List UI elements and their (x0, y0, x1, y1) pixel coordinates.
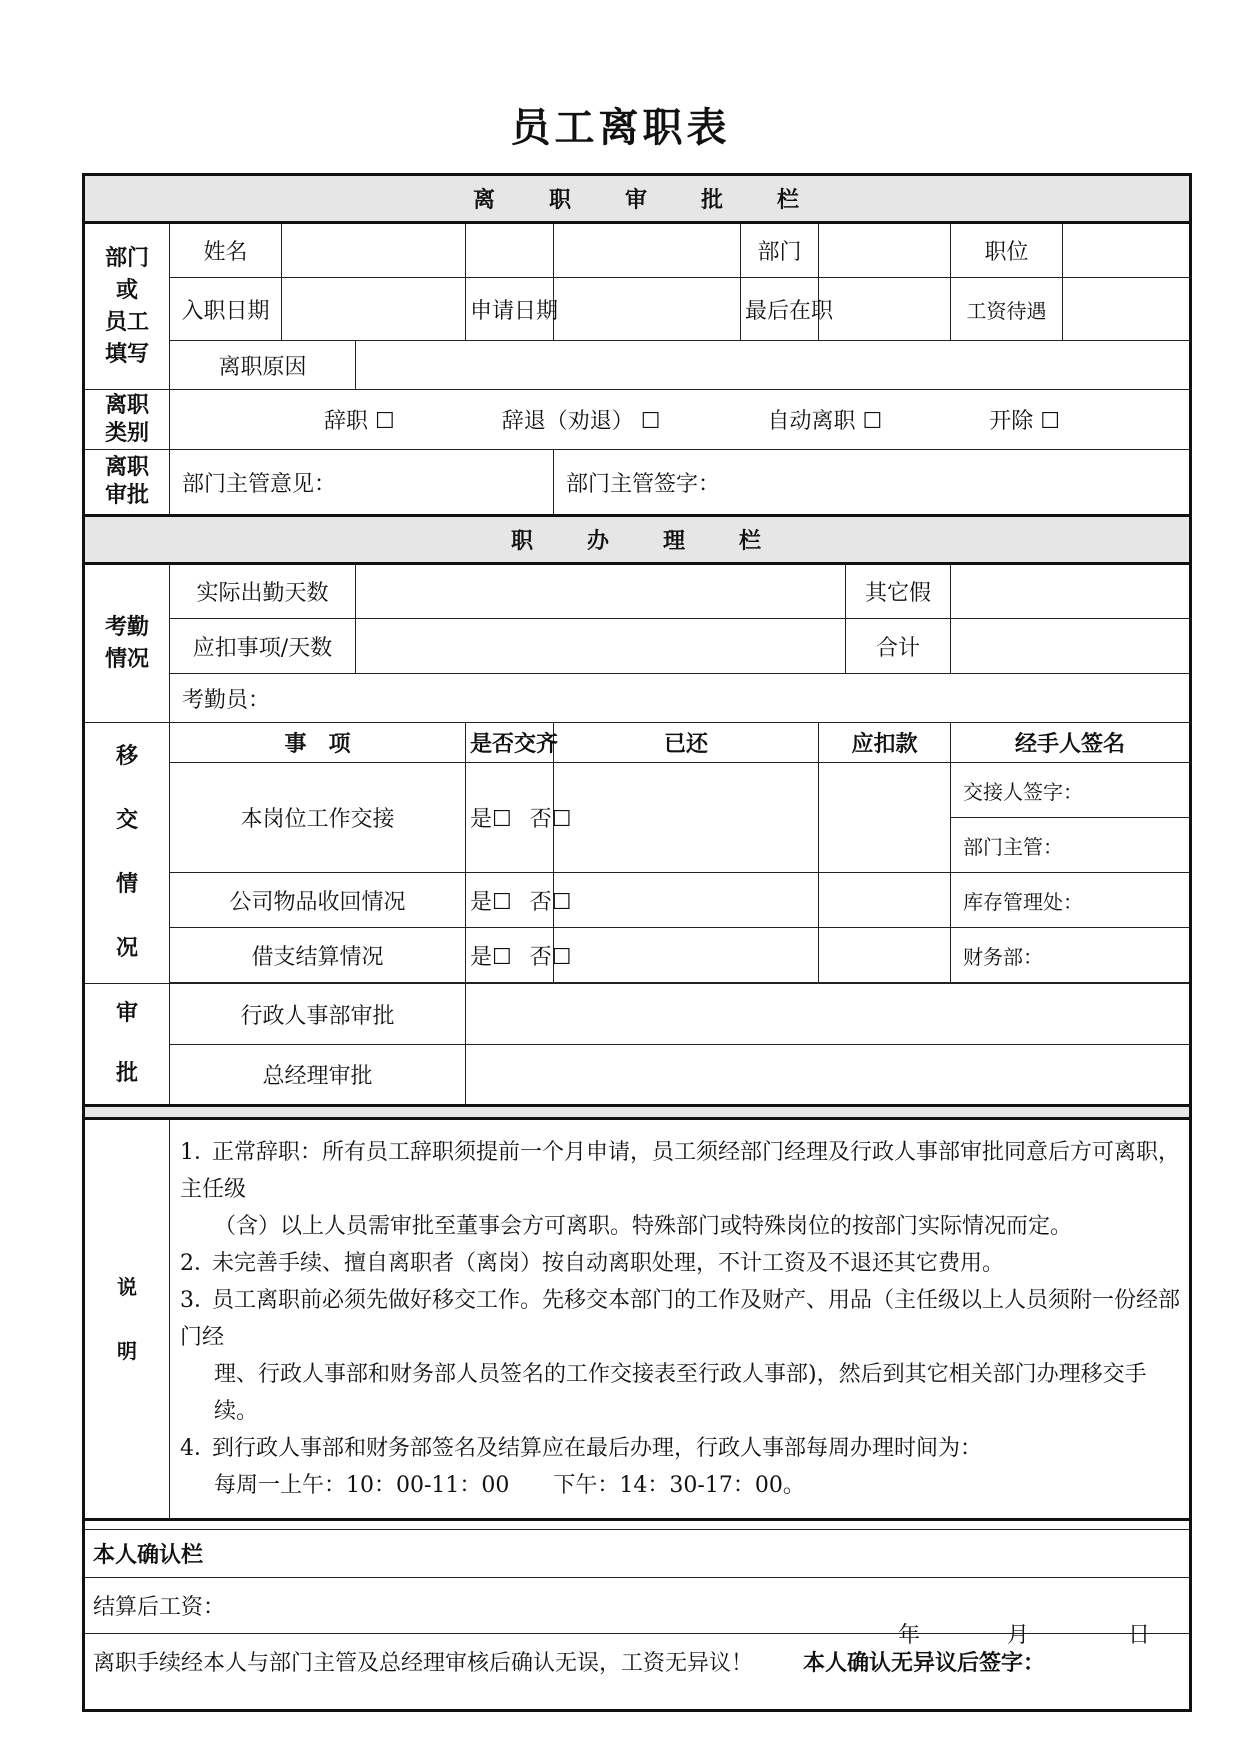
dept-field[interactable] (819, 223, 951, 278)
category-resign[interactable]: 辞职 ☐ (324, 409, 395, 434)
manager-signature-field[interactable]: 部门主管签字： (554, 450, 1191, 516)
item-job-handover: 本岗位工作交接 (170, 763, 466, 873)
last-day-label: 最后在职 (741, 278, 819, 341)
hr-review-label: 行政人事部审批 (170, 984, 466, 1045)
other-leave-label: 其它假 (846, 564, 951, 619)
approval-label: 离职 审批 (84, 450, 170, 516)
complete-checkboxes[interactable]: 是☐ 否☐ (466, 763, 554, 873)
confirm-heading: 本人确认栏 (84, 1530, 1191, 1578)
salary-label: 工资待遇 (951, 278, 1063, 341)
deduction-field[interactable] (819, 763, 951, 873)
note-item: 4．到行政人事部和财务部签名及结算应在最后办理，行政人事部每周办理时间为： 每周一上午：10：00-11：00 下午：14：30-17：00。 (180, 1436, 983, 1498)
date-month: 月 (1007, 1623, 1030, 1648)
header-returned: 已还 (554, 723, 819, 763)
deduction-field[interactable] (819, 873, 951, 928)
category-self-leave[interactable]: 自动离职 ☐ (767, 409, 883, 434)
deduct-label: 应扣事项/天数 (170, 619, 356, 674)
header-complete: 是否交齐 (466, 723, 554, 763)
name-label: 姓名 (170, 223, 282, 278)
name-field-3[interactable] (554, 223, 741, 278)
deduct-field[interactable] (356, 619, 846, 674)
notes-content (170, 1119, 1191, 1520)
total-label: 合计 (846, 619, 951, 674)
category-fired[interactable]: 开除 ☐ (989, 409, 1060, 434)
position-field[interactable] (1063, 223, 1191, 278)
category-dismiss[interactable]: 辞退（劝退） ☐ (501, 409, 661, 434)
notes-divider (84, 1520, 1191, 1530)
actual-days-label: 实际出勤天数 (170, 564, 356, 619)
header-signer: 经手人签名 (951, 723, 1191, 763)
gm-review-label: 总经理审批 (170, 1045, 466, 1106)
sign-prompt: 本人确认无异议后签字： (803, 1651, 1046, 1676)
handling-section-heading: 职 办 理 栏 (84, 516, 1191, 564)
checkbox-icon[interactable]: ☐ (640, 409, 661, 434)
notes-label: 说 明 (84, 1119, 170, 1520)
category-options (170, 390, 1191, 450)
hire-date-label: 入职日期 (170, 278, 282, 341)
checkbox-icon[interactable]: ☐ (1040, 409, 1060, 434)
other-leave-field[interactable] (951, 564, 1191, 619)
settled-salary-field[interactable]: 结算后工资： (84, 1578, 1191, 1634)
inventory-signer-field[interactable]: 库存管理处： (951, 873, 1191, 928)
handover-signer-field[interactable]: 交接人签字： (951, 763, 1191, 818)
resignation-form (82, 173, 1192, 1712)
confirm-statement-text: 离职手续经本人与部门主管及总经理审核后确认无误，工资无异议！ (93, 1651, 754, 1676)
salary-field[interactable] (1063, 278, 1191, 341)
note-item: 3．员工离职前必须先做好移交工作。先移交本部门的工作及财产、用品（主任级以上人员须附一份经部门经 理、行政人事部和财务部人员签名的工作交接表至行政人事部)，然后到其它相关部门办理移交手续。 (180, 1288, 1181, 1424)
returned-field[interactable] (554, 928, 819, 983)
date-day: 日 (1128, 1623, 1151, 1648)
form-title: 员工离职表 (510, 105, 731, 151)
complete-checkboxes[interactable]: 是☐ 否☐ (466, 873, 554, 928)
reason-field[interactable] (356, 341, 1191, 390)
apply-date-label: 申请日期 (466, 278, 554, 341)
apply-date-field[interactable] (554, 278, 741, 341)
clerk-field[interactable]: 考勤员： (170, 674, 1191, 723)
note-item: 1．正常辞职：所有员工辞职须提前一个月申请，员工须经部门经理及行政人事部审批同意后方可离职，主任级 （含）以上人员需审批至董事会方可离职。特殊部门或特殊岗位的按部门实际情况而定。 (180, 1140, 1181, 1239)
finance-signer-field[interactable]: 财务部： (951, 928, 1191, 983)
checkbox-icon[interactable]: ☐ (375, 409, 395, 434)
dept-label: 部门 (741, 223, 819, 278)
actual-days-field[interactable] (356, 564, 846, 619)
header-item: 事 项 (170, 723, 466, 763)
name-field-2[interactable] (466, 223, 554, 278)
fill-by-label: 部门 或 员工 填写 (84, 223, 170, 390)
checkbox-icon[interactable]: ☐ (862, 409, 883, 434)
header-deduction: 应扣款 (819, 723, 951, 763)
note-item: 2．未完善手续、擅自离职者（离岗）按自动离职处理，不计工资及不退还其它费用。 (180, 1251, 1005, 1276)
handover-label: 移 交 情 况 (84, 723, 170, 984)
last-day-field[interactable] (819, 278, 951, 341)
attendance-label: 考勤 情况 (84, 564, 170, 723)
name-field[interactable] (282, 223, 466, 278)
returned-field[interactable] (554, 763, 819, 873)
total-field[interactable] (951, 619, 1191, 674)
hr-review-field[interactable] (466, 984, 1191, 1045)
item-property-return: 公司物品收回情况 (170, 873, 466, 928)
hire-date-field[interactable] (282, 278, 466, 341)
reason-label: 离职原因 (170, 341, 356, 390)
item-loan-settlement: 借支结算情况 (170, 928, 466, 983)
returned-field[interactable] (554, 873, 819, 928)
manager-opinion-field[interactable]: 部门主管意见： (170, 450, 554, 516)
deduction-field[interactable] (819, 928, 951, 983)
approval-section-heading: 离 职 审 批 栏 (84, 175, 1191, 223)
dept-manager-signer-field[interactable]: 部门主管： (951, 818, 1191, 873)
date-year: 年 (898, 1623, 921, 1648)
review-label: 审 批 (84, 984, 170, 1106)
section-divider (84, 1106, 1191, 1119)
position-label: 职位 (951, 223, 1063, 278)
gm-review-field[interactable] (466, 1045, 1191, 1106)
complete-checkboxes[interactable]: 是☐ 否☐ (466, 928, 554, 983)
category-label: 离职 类别 (84, 390, 170, 450)
